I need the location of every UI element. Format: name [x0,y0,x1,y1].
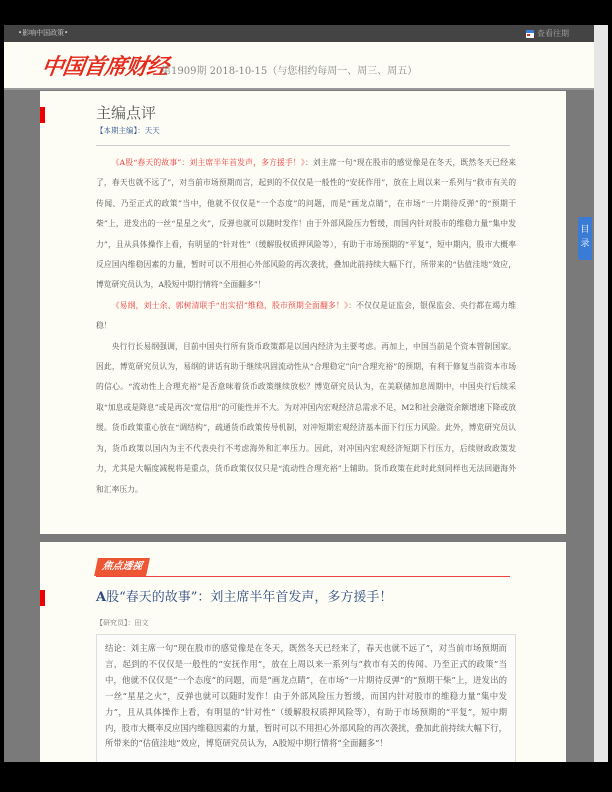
focus-tag: 焦点透视 [94,558,150,576]
paragraph: 《A股“春天的故事”：刘主席半年首发声，多方援手！》：刘主席一句“现在股市的感觉像是在冬天，既然冬天已经来了，春天也就不远了”，对当前市场预期而言，起到的不仅仅是一般性的“安抚作用”，放在上周以来一系列与“救市有关的传闻、乃至正式的政策”当中，他就不仅仅是“一个态度”的问题，而是“画龙点睛”，在市场“一片期待反弹”的“预期干柴”上，迸发出的一丝“星星之火”，反弹也就可以随时发作！由于外部风险压力暂缓，而国内针对股市的维稳力量“集中发力”，且从具体操作上看，有明显的“针对性”（缓解股权质押风险等），有助于市场预期的“平复”，短中期内，股市大概率反应国内维稳因素的力量，暂时可以不用担心外部风险的再次袭扰，叠加此前持续大幅下行，所带来的“估值洼地”效应，博览研究员认为，A股短中期行情将“全面翻多”！ [96,158,517,290]
divider [96,145,510,146]
archive-label: 查看往期 [537,29,569,38]
researcher-label: 【研究员】：田文 [96,619,149,627]
masthead [4,42,594,90]
top-bar [4,25,594,42]
section-marker [40,107,45,123]
article-summary: 结论：刘主席一句“现在股市的感觉像是在冬天，既然冬天已经来了，春天也就不远了”，对当前市场预期而言，起到的不仅仅是一般性的“安抚作用”，放在上周以来一系列与“救市有关的传闻、乃至正式的政策”当中，他就不仅仅是“一个态度”的问题，而是“画龙点睛”，在市场“一片期待反弹”的“预期干柴”上，迸发出的一丝“星星之火”，反弹也就可以随时发作！由于外部风险压力暂缓，而国内针对股市的维稳力量“集中发力”，且从具体操作上看，有明显的“针对性”（缓解股权质押风险等），有助于市场预期的“平复”，短中期内，股市大概率反应国内维稳因素的力量，暂时可以不用担心外部风险的再次袭扰，叠加此前持续大幅下行，所带来的“估值洼地”效应，博览研究员认为，A股短中期行情将“全面翻多”！ [96,634,516,762]
scrollbar[interactable] [594,25,608,762]
brand-logo: 中国首席财经 [39,55,170,80]
editorial-body [96,153,516,500]
editor-label: 【本期主编】：天天 [96,126,160,135]
issue-info: 第1909期 2018-10-15（与您相约每周一、周三、周五） [161,66,418,77]
page-viewport [4,25,608,762]
tagline: •影响中国政策• [18,29,69,37]
editorial-card [40,91,566,534]
calendar-icon [526,30,534,38]
section-title: 主编点评 [96,104,157,122]
article-link[interactable]: 《A股“春天的故事”：刘主席半年首发声，多方援手！》 [111,158,305,167]
paragraph: 央行行长易纲强调，目前中国央行所有货币政策都是以国内经济为主要考虑。再加上，中国当前是个资本管制国家。因此，博览研究员认为，易纲的讲话有助于继续巩固流动性从“合理稳定”向“合理充裕”的预期，有利于修复当前资本市场的信心。“流动性上合理充裕”是否意味着货币政策继续放松？博览研究员认为，在美联储加息周期中，中国央行后续采取“加息或是降息”或是再次“宽信用”的可能性并不大。为对冲国内宏观经济总需求不足，M2和社会融资余额增速下降或放缓。货币政策重心放在“调结构”，疏通货币政策传导机制，对冲短期宏观经济基本面下行压力风险。此外，博览研究员认为，货币政策以国内为主不代表央行不考虑海外和汇率压力。因此，对冲国内宏观经济短期下行压力，后续财政政策发力，尤其是大幅度减税将是重点，货币政策仅仅只是“流动性合理充裕”上辅助。货币政策在此时此刻同样也无法回避海外和汇率压力。 [96,341,516,494]
focus-card [40,542,566,762]
focus-divider [96,576,510,577]
article-link[interactable]: 《易纲，刘士余、郭树清联手“出实招”维稳，股市预期全面翻多！》 [111,300,349,310]
toc-button[interactable]: 目录 [578,217,592,260]
view-archive-link[interactable] [526,25,569,42]
section-marker [40,590,45,606]
paragraph: 《易纲，刘士余、郭树清联手“出实招”维稳，股市预期全面翻多！》：不仅仅是证监会，银保监会、央行都在竭力维稳！ [96,300,517,331]
article-title[interactable]: A股“春天的故事”：刘主席半年首发声，多方援手！ [96,590,393,605]
